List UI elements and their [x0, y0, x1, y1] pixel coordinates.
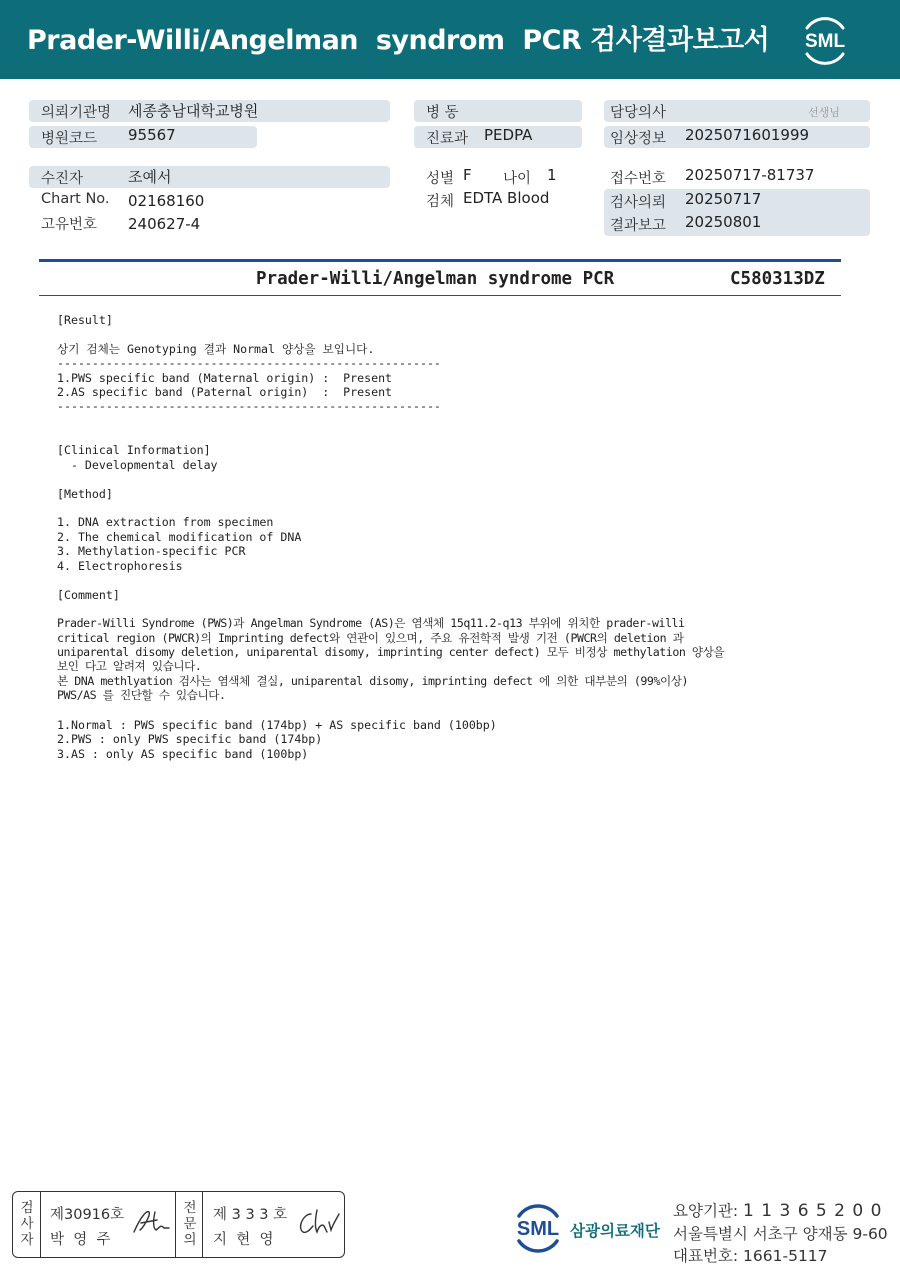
age-value: 1: [547, 166, 557, 184]
hospital-code-label: 병원코드: [41, 131, 98, 147]
title-rule-top: [39, 259, 841, 262]
footer-org-name: 삼광의료재단: [570, 1222, 660, 1240]
patient-value: 조예서: [128, 168, 172, 186]
specialist-label: 전문의: [183, 1200, 197, 1248]
doctor-suffix: 선생님: [808, 106, 840, 119]
footer-sml-logo: [508, 1200, 568, 1256]
result-line: 1.PWS specific band (Maternal origin) : Present: [57, 371, 393, 385]
footer-address: 서울특별시 서초구 양재동 9-60: [673, 1225, 888, 1243]
specialist-name: 지 현 영: [213, 1232, 274, 1248]
title-rule-bottom: [39, 295, 841, 296]
clinical-heading: [Clinical Information]: [57, 443, 211, 457]
comment-line: Prader-Willi Syndrome (PWS)과 Angelman Syndrome (AS)은 염색체 15q11.2-q13 부위에 위치한 prader-willi: [57, 616, 685, 630]
test-code: C580313DZ: [730, 269, 825, 289]
clinical-info-value: 2025071601999: [685, 126, 810, 144]
band-line: 2.PWS : only PWS specific band (174bp): [57, 732, 323, 746]
method-line: 1. DNA extraction from specimen: [57, 515, 274, 529]
band-line: 1.Normal : PWS specific band (174bp) + AS specific band (100bp): [57, 718, 497, 732]
unique-no-value: 240627-4: [128, 215, 201, 233]
method-line: 4. Electrophoresis: [57, 559, 183, 573]
comment-line: critical region (PWCR)의 Imprinting defect와 연관이 있으며, 주요 유전학적 발생 기전 (PWCR의 deletion 과: [57, 631, 684, 645]
sig-divider: [40, 1192, 41, 1257]
sex-value: F: [463, 166, 472, 184]
patient-row: [29, 166, 390, 188]
sig-divider: [202, 1192, 203, 1257]
result-divider: -------------------------------------------------------: [57, 356, 441, 370]
specialist-signature: [295, 1206, 341, 1238]
method-line: 3. Methylation-specific PCR: [57, 544, 246, 558]
phone-number: 1661-5117: [743, 1247, 828, 1265]
result-line: 2.AS specific band (Paternal origin) : Present: [57, 385, 393, 399]
comment-line: PWS/AS 를 진단할 수 있습니다.: [57, 688, 226, 702]
sml-logo-text: SML: [804, 31, 846, 52]
chart-no-label: Chart No.: [41, 191, 110, 207]
band-line: 3.AS : only AS specific band (100bp): [57, 747, 309, 761]
hospital-code-value: 95567: [128, 126, 176, 144]
comment-line: 본 DNA methlyation 검사는 염색체 결실, uniparental disomy, imprinting defect 에 의한 대부분의 (99%이상): [57, 674, 689, 688]
report-title: Prader-Willi/Angelman syndrom PCR 검사결과보고서: [27, 25, 770, 56]
result-report-value: 20250801: [685, 213, 762, 231]
sex-label: 성별: [426, 171, 455, 187]
care-institution-label: 요양기관:: [673, 1202, 744, 1220]
requesting-org-label: 의뢰기관명: [41, 105, 112, 121]
method-line: 2. The chemical modification of DNA: [57, 530, 302, 544]
examiner-name: 박 영 주: [50, 1232, 111, 1248]
care-institution-no: 1 1 3 6 5 2 0 0: [743, 1201, 883, 1221]
receipt-no-label: 접수번호: [610, 171, 667, 187]
result-divider: -------------------------------------------------------: [57, 399, 441, 413]
clinical-line: - Developmental delay: [57, 458, 218, 472]
age-label: 나이: [503, 171, 532, 187]
sml-logo: [797, 14, 853, 66]
department-label: 진료과: [426, 131, 469, 147]
examiner-label: 검사자: [20, 1200, 34, 1248]
footer-phone: [673, 1244, 828, 1266]
chart-no-value: 02168160: [128, 192, 205, 210]
comment-line: uniparental disomy deletion, uniparental disomy, imprinting center defect) 모두 비정상 methylation 양상을: [57, 645, 725, 659]
patient-label: 수진자: [41, 171, 84, 187]
examiner-license-no: 제30916호: [50, 1207, 125, 1223]
examiner-signature: [131, 1206, 173, 1238]
footer-logo-text: SML: [516, 1218, 560, 1240]
method-heading: [Method]: [57, 487, 113, 501]
receipt-no-value: 20250717-81737: [685, 166, 815, 184]
result-report-label: 결과보고: [610, 218, 667, 234]
comment-heading: [Comment]: [57, 588, 120, 602]
specialist-license-no: 제 3 3 3 호: [213, 1207, 288, 1223]
test-request-value: 20250717: [685, 190, 762, 208]
clinical-info-label: 임상정보: [610, 131, 667, 147]
comment-line: 보인 다고 알려져 있습니다.: [57, 659, 202, 673]
specimen-label: 검체: [426, 194, 455, 210]
report-header: [0, 0, 900, 79]
care-institution: [673, 1199, 882, 1221]
requesting-org-value: 세종충남대학교병원: [128, 102, 259, 120]
test-request-label: 검사의뢰: [610, 195, 667, 211]
unique-no-label: 고유번호: [41, 217, 98, 233]
test-name: Prader-Willi/Angelman syndrome PCR: [256, 269, 615, 289]
phone-label: 대표번호:: [673, 1247, 744, 1265]
specimen-value: EDTA Blood: [463, 189, 550, 207]
result-line: 상기 검체는 Genotyping 결과 Normal 양상을 보입니다.: [57, 342, 375, 356]
department-value: PEDPA: [484, 126, 533, 144]
result-heading: [Result]: [57, 313, 113, 327]
doctor-label: 담당의사: [610, 105, 667, 121]
signature-box: [12, 1191, 345, 1258]
ward-label: 병 동: [426, 105, 459, 121]
sig-divider: [175, 1192, 176, 1257]
